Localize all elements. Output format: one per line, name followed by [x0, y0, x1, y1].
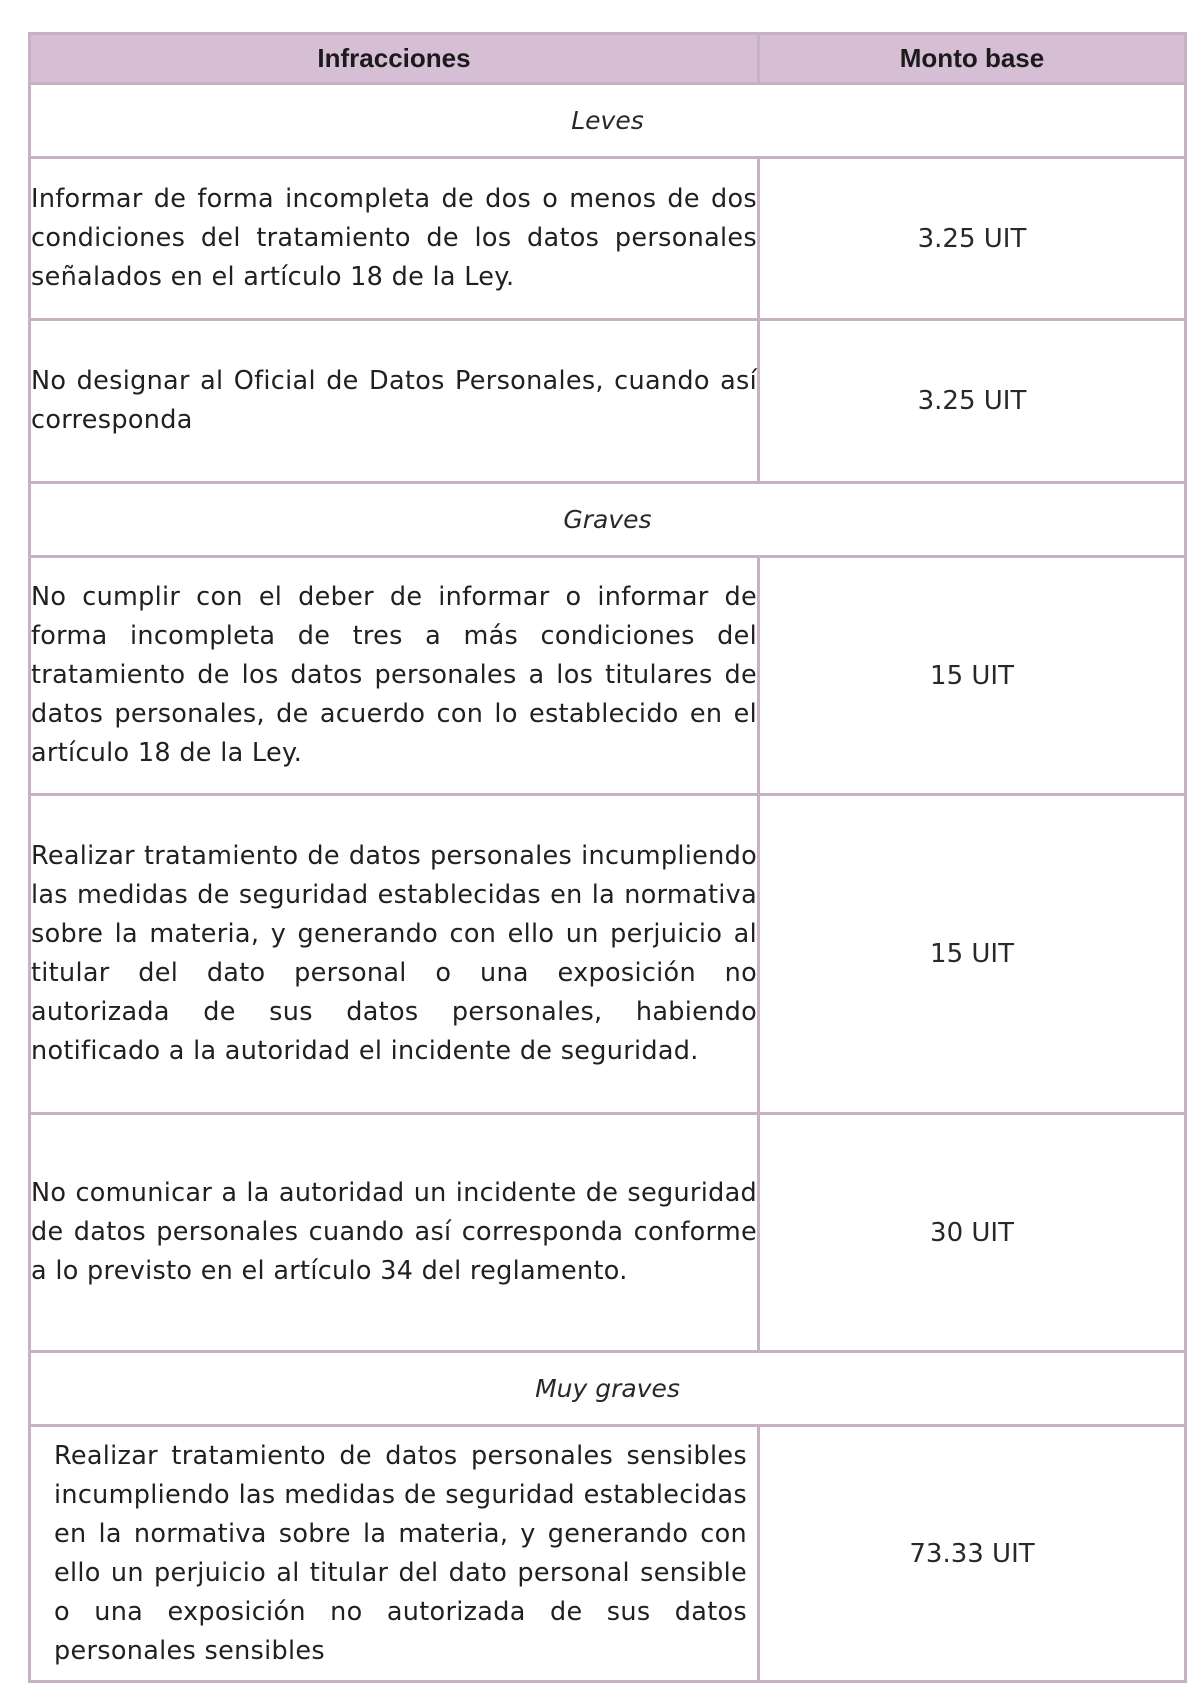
section-title-muy-graves: Muy graves — [30, 1352, 1186, 1426]
section-row-graves — [30, 483, 1186, 557]
header-infracciones: Infracciones — [30, 34, 759, 84]
section-title-leves: Leves — [30, 84, 1186, 158]
base-amount: 3.25 UIT — [759, 158, 1186, 320]
table-row — [30, 158, 1186, 320]
infraction-description: No comunicar a la autoridad un incidente de seguridad de datos personales cuando así corresponda conforme a lo previsto en el artículo 34 del reglamento. — [30, 1114, 759, 1352]
table-row — [30, 1114, 1186, 1352]
infraction-description: No designar al Oficial de Datos Personales, cuando así corresponda — [30, 320, 759, 483]
header-monto-base: Monto base — [759, 34, 1186, 84]
table-row — [30, 1426, 1186, 1682]
section-row-leves — [30, 84, 1186, 158]
infractions-table — [28, 32, 1187, 1683]
base-amount: 30 UIT — [759, 1114, 1186, 1352]
infraction-description: Realizar tratamiento de datos personales incumpliendo las medidas de seguridad establecidas en la normativa sobre la materia, y generando con ello un perjuicio al titular del dato personal o una exposición no autorizada de sus datos personales, habiendo notificado a la autoridad el incidente de seguridad. — [30, 795, 759, 1114]
base-amount: 3.25 UIT — [759, 320, 1186, 483]
section-row-muy-graves — [30, 1352, 1186, 1426]
table-header-row — [30, 34, 1186, 84]
base-amount: 73.33 UIT — [759, 1426, 1186, 1682]
base-amount: 15 UIT — [759, 795, 1186, 1114]
section-title-graves: Graves — [30, 483, 1186, 557]
table-row — [30, 557, 1186, 795]
table-row — [30, 795, 1186, 1114]
table-row — [30, 320, 1186, 483]
base-amount: 15 UIT — [759, 557, 1186, 795]
infraction-description: No cumplir con el deber de informar o informar de forma incompleta de tres a más condiciones del tratamiento de los datos personales a los titulares de datos personales, de acuerdo con lo establecido en el artículo 18 de la Ley. — [30, 557, 759, 795]
infraction-description: Realizar tratamiento de datos personales sensibles incumpliendo las medidas de seguridad establecidas en la normativa sobre la materia, y generando con ello un perjuicio al titular del dato personal sensible o una exposición no autorizada de sus datos personales sensibles — [30, 1426, 759, 1682]
infraction-description: Informar de forma incompleta de dos o menos de dos condiciones del tratamiento de los datos personales señalados en el artículo 18 de la Ley. — [30, 158, 759, 320]
